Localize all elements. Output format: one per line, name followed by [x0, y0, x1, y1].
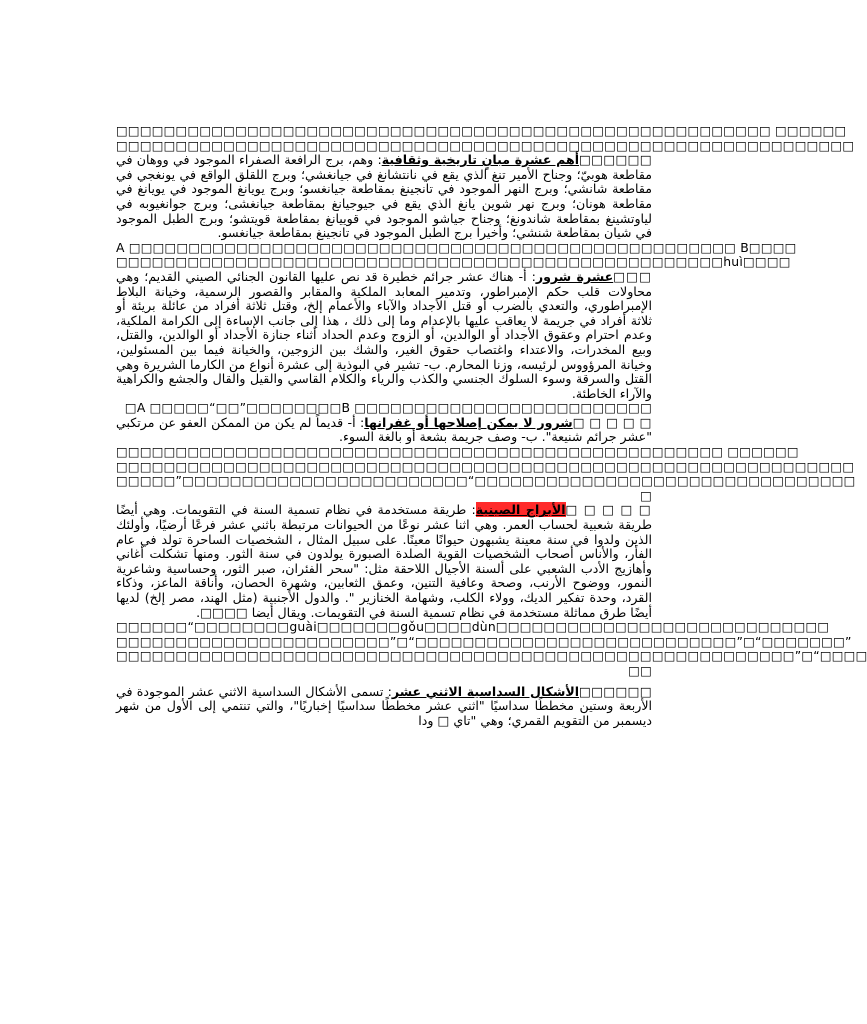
text-line: □□□□□□□□□□□□□□□□□□□□□□□”□“□□□□□□□□□□□□□□□□□□□□□□□□□□□”□“□□□□□□□” [116, 633, 852, 649]
text-line: □□□□□”□□□□□□□□□□□□□□□□□□□□□□□□“□□□□□□□□□□□□□□□□□□□□□□□□□□□□□□□□ [116, 473, 856, 489]
section-heading: الأشكال السداسية الاثني عشر [391, 683, 580, 699]
text-line: □□□□□□□□□□□□□□□□□□□□□□□□□□□□□□□□□□□□□□□□□□□□□□□□□□□□□□□□□□□□□□ [116, 137, 855, 153]
paragraph-ten-evils [116, 270, 652, 401]
paragraph-text: : أ- هناك عشر جرائم خطيرة قد نص عليها القانون الجنائي الصيني القديم؛ وهي محاولات قلب حكم الإمبراطور، وتدمير المعابد الملكية والمقابر والقصور الرسمية، وخيانة البلاط الإمبراطوري، والتعدي بالضرب أو قتل الأجداد والآباء والأعمام إلخ، وقتل ثلاثة أفراد من عائلة بريئة أو ثلاثة أفراد في جريمة لا يعاقب عليها بالإعدام وما إلى ذلك ، هذا إلى جانب الإساءة إلى الكرامة الملكية، وعدم احترام وعقوق الأجداد أو الوالدين، أو الزوج وعدم الحداد أثناء جنازة الأجداد أو الوالدين، والقتل، وبيع المخدرات، والاعتداء واغتصاب حقوق الغير، والشك بين الزوجين، والخيانة فيما بين المسئولين، وخيانة المرؤووس لرئيسه، وزنا المحارم. ب- تشير في البوذية إلى عشرة أنواع من الكارما الشريرة وهي القتل والسرقة وسوء السلوك الجنسي والكذب والرياء والكلام القاسي والقيل والقال والجشع والكراهية والآراء الخاطئة. [116, 268, 652, 401]
paragraph-text: : طريقة مستخدمة في نظام تسمية السنة في التقويمات. وهي أيضًا طريقة شعبية لحساب العمر. وهي اثنا عشر نوعًا من الحيوانات مرتبطة باثني عشر فرعًا أرضيًا، وأولئك الذين ولدوا في سنة معينة يشبهون حيوانًا معينًا. على سبيل المثال ، الشخصيات الساحرة تولد في عام الفأر، والأناس أصحاب الشخصيات القوية الصلدة الصبورة يولدون في سنة الثور. ومنها تشكلت أغاني وأهازيج الأدب الشعبي على ألسنة الأجيال اللاحقة مثل: "سحر الفئران، صبر الثور، وحساسية وشاعرية النمور، ووضوح الأرنب، وصحة وعافية التنين، وعمق الثعابين، وشهرة الحصان، وأناقة الماعز، وذكاء القرد، وحدة تفكير الديك، وولاء الكلب، وشهامة الخنازير ". والدول الأجنبية (مثل الهند، مصر إلخ) لديها أيضًا طرق مماثلة مستخدمة في نظام تسمية السنة في التقويمات. ويقال أيضا □□□□. [116, 502, 652, 620]
paragraph-text: : أ- قديماً لم يكن من الممكن العفو عن مرتكبي "عشر جرائم شنيعة". ب- وصف جريمة بشعة أو بالغة السوء. [116, 414, 652, 445]
paragraph-text: : تسمى الأشكال السداسية الاثني عشر الموجودة في الأربعة وستين مخططًا سداسيًا "اثني عشر مخططًا سداسيًا إخباريًا"، والتي تنتمي إلى الأول من شهر ديسمبر من التقويم القمري؛ وهي "تاي □ ودا [116, 683, 652, 728]
text-line: □A □□□□□“□□”□□□□□□□□B □□□□□□□□□□□□□□□□□□□□□□□□□ [124, 400, 652, 416]
text-line: □□□□□□□□□□□□□□□□□□□□□□□□□□□□□□□□□□□□□□□□□□□□□□□□□□□huì□□□□ [116, 254, 791, 270]
text-line: A □□□□□□□□□□□□□□□□□□□□□□□□□□□□□□□□□□□□□□□□□□□□□□□□□□□ B□□□□ [116, 239, 797, 255]
text-line: □□□□□□“□□□□□□□□guài□□□□□□□gǒu□□□□dùn□□□□□□□□□□□□□□□□□□□□□□□□□□□□ [116, 619, 830, 635]
section-heading: أهم عشرة مبانٍ تاريخية وثقافية [381, 152, 580, 168]
document-page [116, 123, 867, 728]
paragraph-zodiac [116, 503, 652, 620]
text-line: □ [640, 487, 652, 503]
leading-glyphs: □ □ □ □ □ [572, 414, 652, 430]
paragraph-unforgivable [116, 416, 652, 445]
paragraph-hexagrams [116, 685, 652, 729]
section-heading: عشرة شرور [535, 268, 614, 284]
leading-glyphs: □□□ [613, 268, 652, 284]
section-heading: شرور لا يمكن إصلاحها أو غفرانها [364, 414, 573, 430]
text-line: □□ [628, 662, 652, 678]
leading-glyphs: □ □ □ □ □ [565, 502, 652, 518]
leading-glyphs: □□□□□□ [579, 152, 652, 168]
text-line: □□□□□□□□□□□□□□□□□□□□□□□□□□□□□□□□□□□□□□□□□□□□□□□□□□□□□□□□□□□□□□ [116, 458, 855, 474]
text-line: □□□□□□□□□□□□□□□□□□□□□□□□□□□□□□□□□□□□□□□□□□□□□□□□□□□□□□□□□”□“□□□□ [116, 648, 867, 664]
section-heading-highlighted: الأبراج الصينية [475, 502, 566, 518]
text-line: □□□□□□□□□□□□□□□□□□□□□□□□□□□□□□□□□□□□□□□□□□□□□□□□□□□ □□□□□□ [116, 444, 799, 460]
paragraph-monuments [116, 153, 652, 241]
leading-glyphs: □□□□□□ [579, 683, 652, 699]
text-line: □□□□□□□□□□□□□□□□□□□□□□□□□□□□□□□□□□□□□□□□□□□□□□□□□□□□□□□ □□□□□□ [116, 123, 847, 138]
paragraph-text: : وهم، برج الرافعة الصفراء الموجود في ووهان في مقاطعة هوبيّ؛ وجناح الأمير تنغ الذي يقع في نانتشانغ في جيانغشي؛ وبرج اللقلق الواقع في يونغجي في مقاطعة شانشي؛ وبرج النهر الموجود في تانجينغ بمقاطعة جيانغسو؛ وبرج يويانغ الموجود في يويانغ في مقاطعة هونان؛ وبرج نهر شوين يانغ الذي يقع في جيوجيانغ بمقاطعة جيانغشى؛ وبرج جوانغيوبه في لياوتشينغ بمقاطعة شاندونغ؛ وجناح جياشو الموجود في قوييانغ بمقاطعة قويتشو؛ وبرج الطبل الموجود في شيان بمقاطعة شنشي؛ وأخيرا برج الطبل الموجود في تانجينغ بمقاطعة جيانغسو. [116, 152, 652, 241]
